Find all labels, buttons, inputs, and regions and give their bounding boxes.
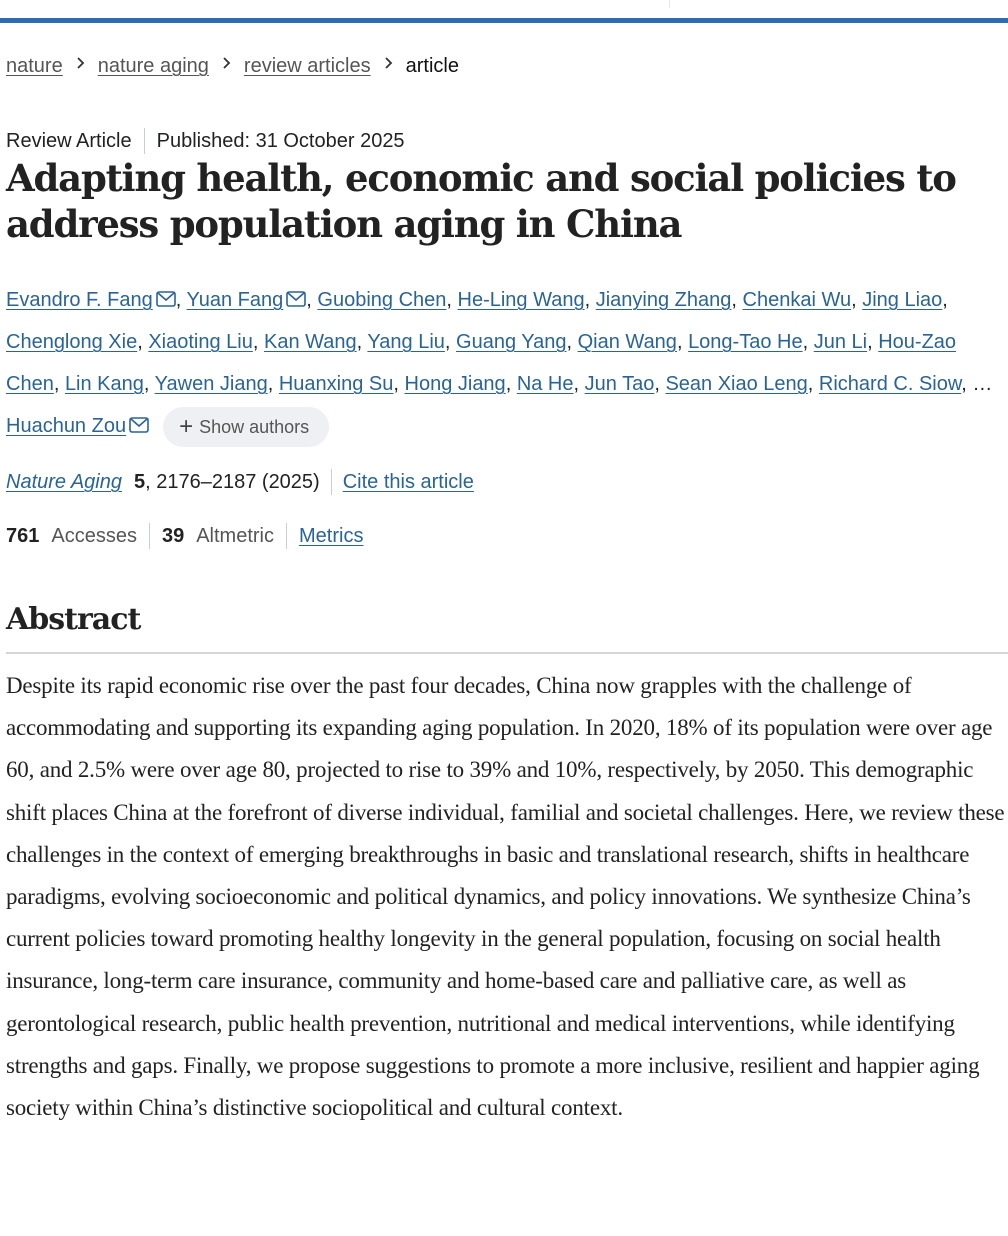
article-metrics [6,523,363,549]
divider [331,469,332,495]
header-divider [669,0,670,8]
published-date: Published: 31 October 2025 [156,130,405,152]
breadcrumb-review-articles[interactable]: review articles [243,55,371,77]
abstract-divider [6,652,1008,654]
pages-year: , 2176–2187 (2025) [145,471,320,493]
breadcrumb-nature[interactable]: nature [6,55,63,77]
author-link[interactable]: Chenglong Xie [6,331,138,353]
author-link[interactable]: Jun Tao [584,373,655,395]
show-authors-button[interactable] [163,407,329,447]
author-link[interactable]: Jing Liao [862,289,943,311]
abstract-text: Despite its rapid economic rise over the past four decades, China now grapples with the challenge of accommodating and supporting its expanding aging population. In 2020, 18% of its population were over age 60, and 2.5% were over age 80, projected to rise to 39% and 10%, respectively, by 2050. This demographic shift places China at the forefront of diverse individual, familial and societal challenges. Here, we review these challenges in the context of emerging breakthroughs in basic and translational research, shifts in healthcare paradigms, evolving socioeconomic and political dynamics, and policy innovations. We synthesize China’s current policies toward promoting healthy longevity in the general population, focusing on social health insurance, long-term care insurance, community and home-based care and palliative care, as well as gerontological research, public health prevention, nutritional and medical interventions, while identifying strengths and gaps. Finally, we propose suggestions to promote a more inclusive, resilient and happier aging society within China’s distinctive sociopolitical and cultural context. [6,673,1005,1121]
cite-article-link[interactable]: Cite this article [342,471,474,493]
chevron-right-icon [221,53,232,79]
author-link[interactable]: Chenkai Wu [742,289,852,311]
accent-bar [0,18,1008,23]
divider [286,523,287,549]
divider [144,128,145,154]
author-ellipsis: … [972,373,993,395]
author-list: Evandro F. Fang , Yuan Fang , Guobing Chen, He-Ling Wang, Jianying Zhang, Chenkai Wu, Jing Liao, Chenglong Xie, Xiaoting Liu, Kan Wang, Yang Liu, Guang Yang, Qian Wang, Long-Tao He, Jun Li, Hou-Zao Chen, Lin Kang, Yawen Jiang, Huanxing Su, Hong Jiang, Na He, Jun Tao, Sean Xiao Leng, Richard C. Siow, … Huachun Zou + Show authors [6,279,1006,447]
author-link[interactable]: Kan Wang [264,331,357,353]
author-link[interactable]: He-Ling Wang [457,289,585,311]
article-meta [6,128,405,154]
author-link[interactable]: Lin Kang [64,373,144,395]
author-link[interactable]: Hong Jiang [404,373,506,395]
envelope-icon[interactable] [129,406,149,422]
altmetric-label: Altmetric [196,525,275,547]
plus-icon: + [179,412,194,440]
author-link[interactable]: Guang Yang [456,331,567,353]
author-link[interactable]: Evandro F. Fang [6,289,153,311]
author-link[interactable]: Richard C. Siow [818,373,962,395]
author-link[interactable]: Yawen Jiang [154,373,268,395]
show-authors-label: Show authors [199,416,310,437]
journal-link[interactable]: Nature Aging [6,471,122,493]
author-link[interactable]: Huanxing Su [278,373,394,395]
breadcrumb-current: article [405,55,459,77]
author-link[interactable]: Long-Tao He [688,331,803,353]
author-link[interactable]: Xiaoting Liu [148,331,253,353]
abstract-heading: Abstract [6,602,141,637]
breadcrumb [6,53,459,79]
accesses-count: 761 [6,525,40,547]
breadcrumb-nature-aging[interactable]: nature aging [97,55,209,77]
top-header [0,0,1008,18]
author-link[interactable]: Huachun Zou [6,415,127,437]
chevron-right-icon [75,53,86,79]
article-title: Adapting health, economic and social policies to address population aging in China [6,156,956,246]
author-link[interactable]: Sean Xiao Leng [665,373,808,395]
author-link[interactable]: Yang Liu [367,331,445,353]
author-link[interactable]: Yuan Fang [186,289,284,311]
metrics-link[interactable]: Metrics [299,525,364,547]
article-type: Review Article [6,130,132,152]
accesses-label: Accesses [51,525,137,547]
altmetric-score: 39 [161,525,185,547]
volume: 5 [134,471,146,493]
author-link[interactable]: Na He [516,373,574,395]
author-link[interactable]: Qian Wang [577,331,677,353]
divider [149,523,150,549]
author-link[interactable]: Jun Li [813,331,868,353]
author-link[interactable]: Jianying Zhang [595,289,732,311]
author-link[interactable]: Hou-Zao Chen [6,331,957,395]
chevron-right-icon [383,53,394,79]
envelope-icon[interactable] [286,280,306,296]
envelope-icon[interactable] [156,280,176,296]
citation-line [6,469,474,495]
author-link[interactable]: Guobing Chen [317,289,447,311]
